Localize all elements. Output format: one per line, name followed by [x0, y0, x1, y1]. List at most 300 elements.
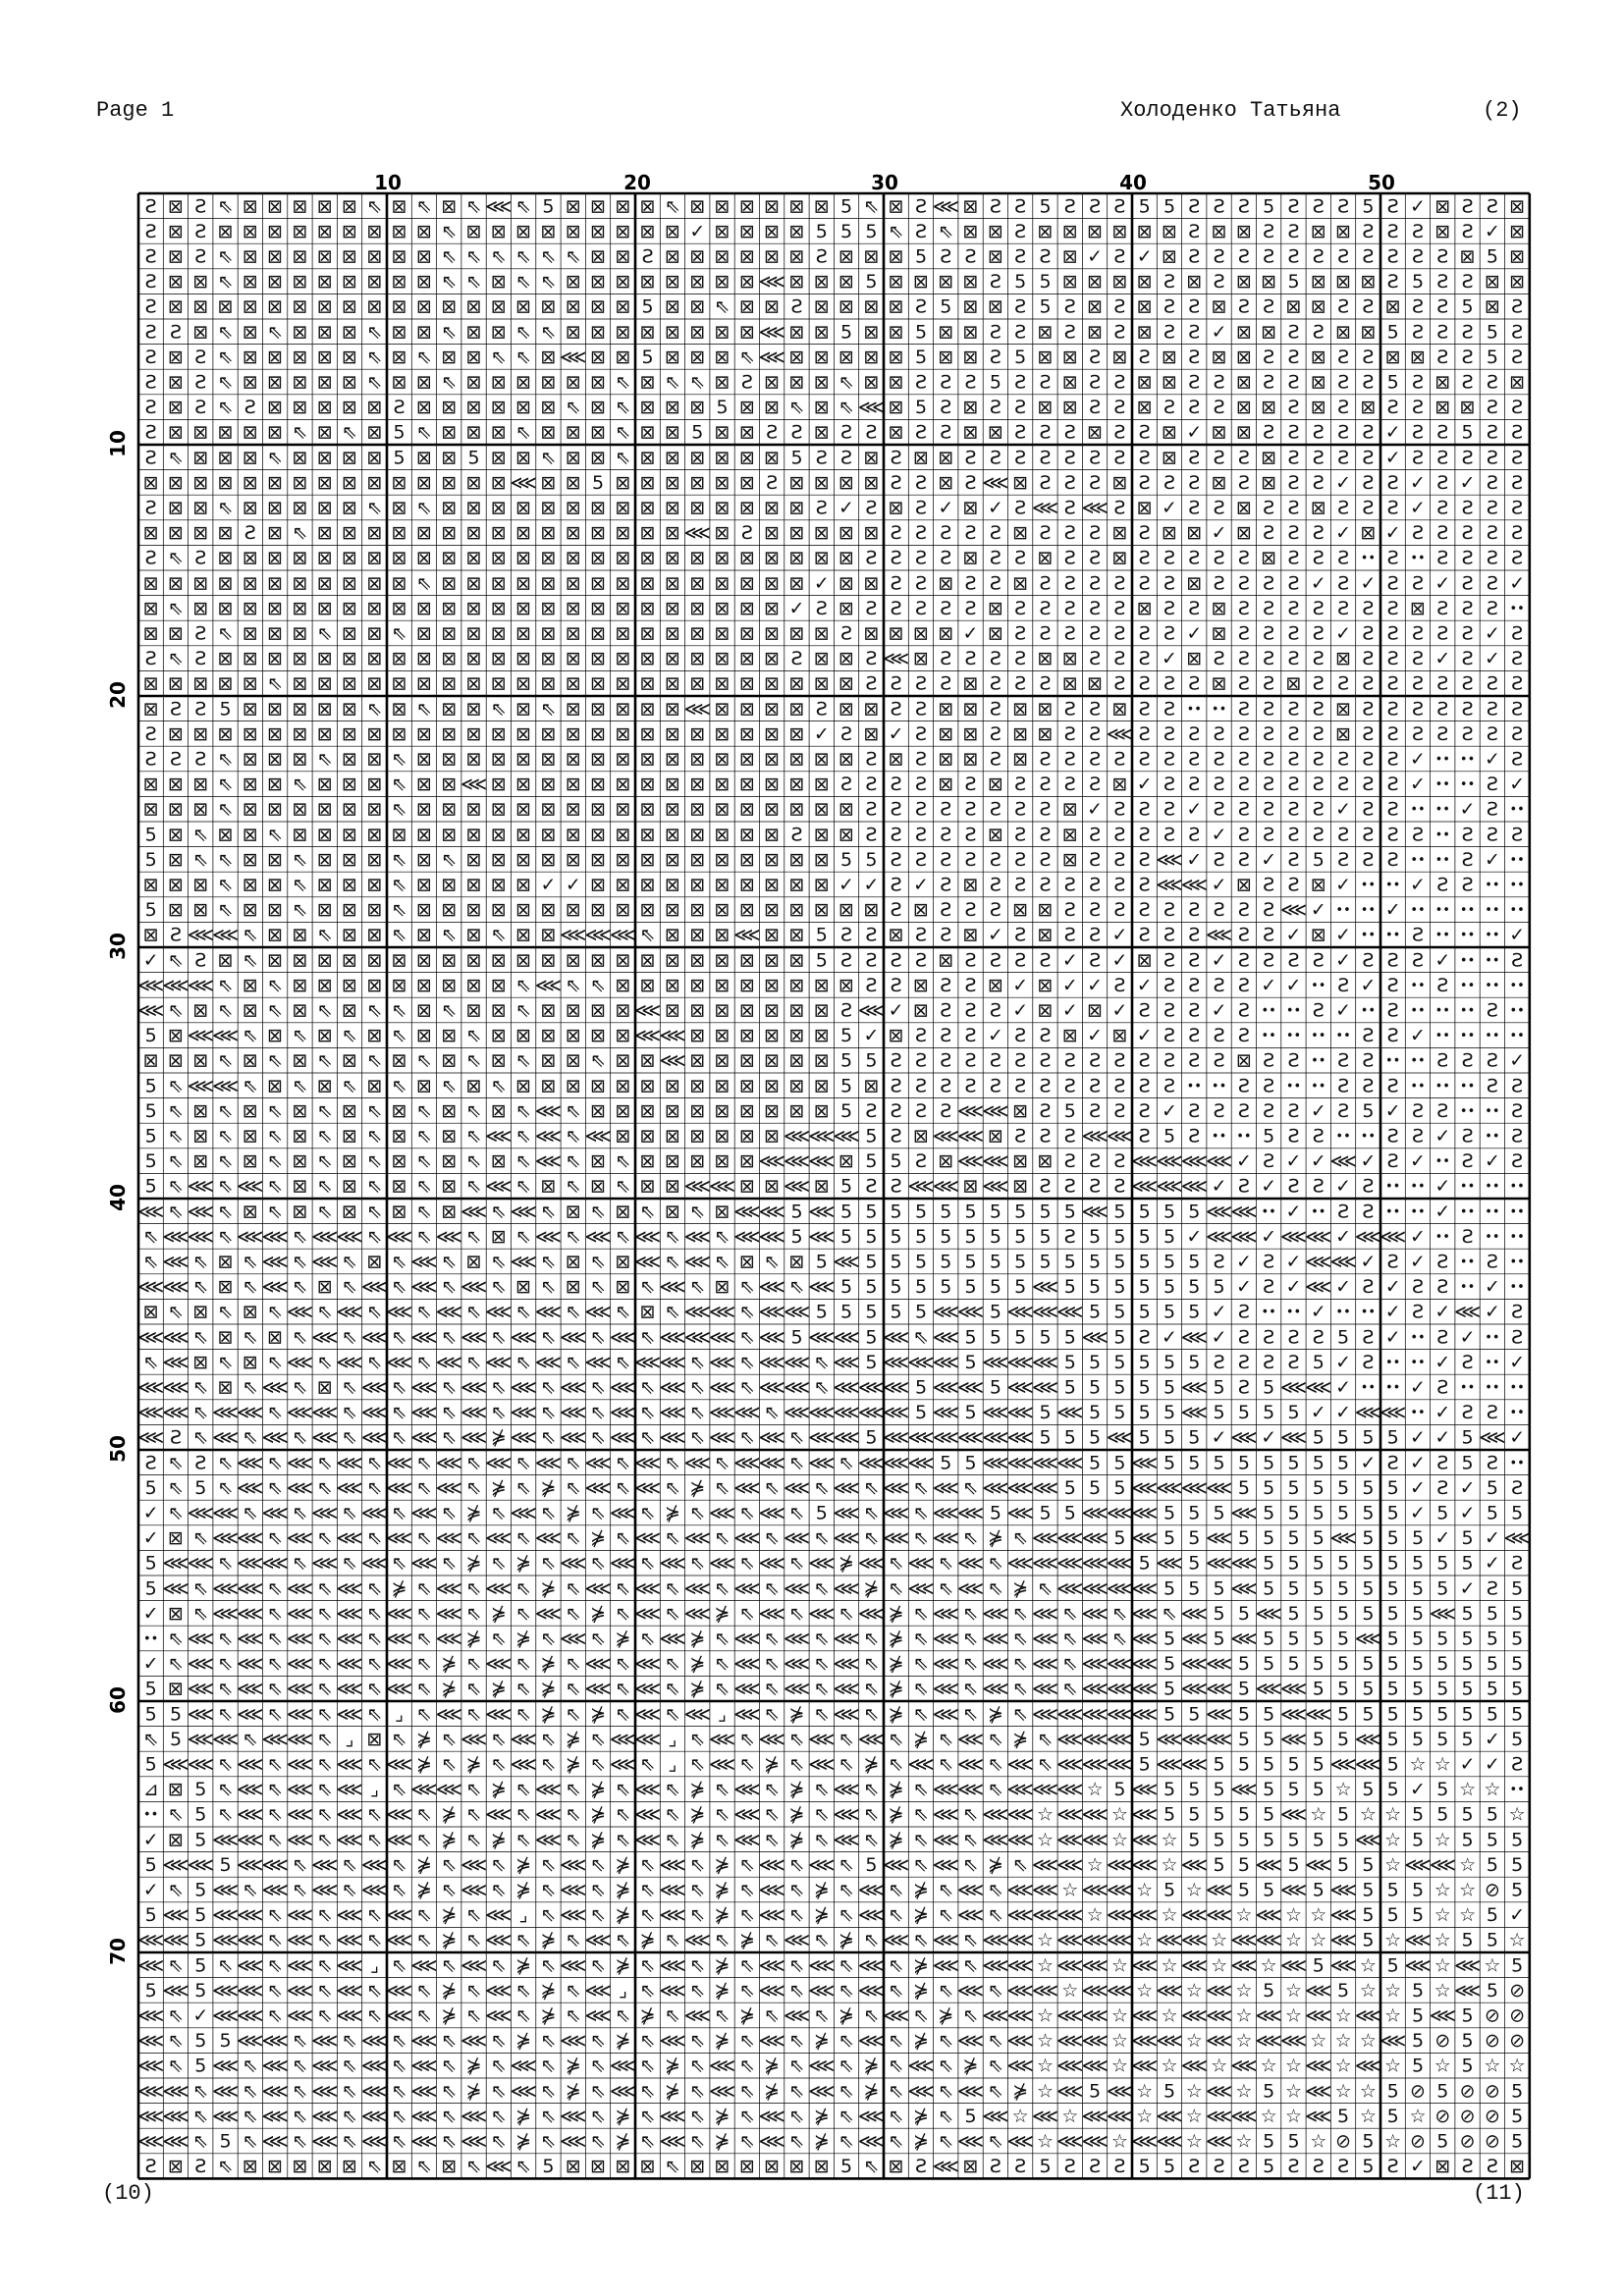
stitch-symbol: ⋘	[857, 2130, 885, 2153]
stitch-symbol: ⊠	[316, 447, 333, 469]
stitch-symbol: 5	[1014, 1201, 1027, 1223]
stitch-symbol: ⊠	[639, 949, 656, 972]
stitch-symbol: Ƨ	[1163, 974, 1176, 996]
stitch-symbol: Ƨ	[914, 1025, 928, 1047]
stitch-symbol: ⊠	[465, 220, 482, 242]
stitch-symbol: ⋡	[788, 1703, 805, 1726]
stitch-symbol: Ƨ	[1237, 195, 1250, 218]
stitch-symbol: ⋡	[714, 2105, 730, 2127]
stitch-symbol: Ƨ	[1163, 1075, 1176, 1097]
stitch-symbol: ⊠	[316, 874, 333, 896]
stitch-symbol: ⇖	[987, 1779, 1003, 1801]
stitch-symbol: ⋘	[212, 1402, 240, 1424]
stitch-symbol: Ƨ	[1287, 346, 1300, 368]
stitch-symbol: ⇖	[242, 1426, 258, 1449]
stitch-symbol: 5	[144, 1099, 157, 1122]
stitch-symbol: ⋘	[1056, 1954, 1084, 1977]
stitch-symbol: 5	[1263, 1703, 1275, 1726]
stitch-symbol: 5	[1386, 2105, 1399, 2127]
stitch-symbol: Ƨ	[1263, 672, 1275, 695]
stitch-symbol: ⊠	[515, 1276, 532, 1299]
stitch-symbol: ⊠	[316, 597, 333, 619]
stitch-symbol: Ƨ	[1237, 798, 1250, 821]
stitch-symbol: ⇖	[714, 1577, 730, 1600]
stitch-symbol: ☆	[1110, 2055, 1128, 2077]
stitch-symbol: ✓	[1211, 1175, 1227, 1198]
stitch-symbol: ⋘	[261, 1879, 289, 1901]
stitch-symbol: Ƨ	[1337, 572, 1350, 595]
stitch-symbol: ⋘	[1031, 1879, 1059, 1901]
stitch-symbol: Ƨ	[989, 522, 1001, 545]
stitch-symbol: ⊠	[192, 295, 209, 318]
stitch-symbol: 5	[1113, 1527, 1126, 1550]
stitch-symbol: ⊠	[764, 245, 781, 268]
stitch-symbol: 5	[1511, 1954, 1524, 1977]
stitch-symbol: ⇖	[540, 1376, 557, 1399]
stitch-symbol: ⇖	[192, 1251, 209, 1273]
stitch-symbol: 5	[1039, 2156, 1052, 2178]
stitch-symbol: ⇖	[839, 2080, 854, 2103]
stitch-symbol: ⋘	[982, 1602, 1009, 1625]
stitch-symbol: ✓	[1410, 1025, 1426, 1047]
stitch-symbol: Ƨ	[1014, 421, 1027, 444]
stitch-symbol: 5	[989, 1201, 1001, 1223]
stitch-symbol: ⋘	[1230, 1929, 1258, 1951]
stitch-symbol: ✓	[1186, 848, 1203, 871]
stitch-symbol: ⊠	[267, 748, 284, 771]
stitch-symbol: ⋘	[1031, 1376, 1059, 1399]
stitch-symbol: Ƨ	[1287, 195, 1300, 218]
stitch-symbol: ••	[1485, 978, 1500, 993]
stitch-symbol: ⇖	[391, 748, 407, 771]
stitch-symbol: ✓	[888, 722, 904, 745]
stitch-symbol: ⋘	[1255, 2004, 1282, 2027]
stitch-symbol: Ƨ	[1237, 471, 1250, 494]
stitch-symbol: ⊠	[168, 874, 184, 896]
stitch-symbol: 5	[1263, 1577, 1275, 1600]
stitch-symbol: ⇖	[590, 2130, 607, 2153]
stitch-symbol: ⇖	[441, 1954, 458, 1977]
stitch-symbol: ⊠	[415, 722, 432, 745]
stitch-symbol: Ƨ	[1362, 1175, 1375, 1198]
stitch-symbol: 5	[964, 1452, 977, 1474]
stitch-symbol: ⋘	[808, 1853, 836, 1876]
stitch-symbol: Ƨ	[1063, 722, 1076, 745]
stitch-symbol: ⋘	[1180, 1853, 1208, 1876]
stitch-symbol: Ƨ	[1163, 774, 1176, 796]
stitch-symbol: ⋘	[485, 1452, 513, 1474]
stitch-symbol: ⇖	[1012, 1853, 1029, 1876]
stitch-symbol: Ƨ	[1511, 346, 1524, 368]
stitch-symbol: 5	[1461, 2055, 1474, 2077]
stitch-symbol: ⊠	[962, 220, 979, 242]
stitch-symbol: ☆	[1459, 1904, 1477, 1927]
stitch-symbol: Ƨ	[1461, 547, 1474, 569]
stitch-symbol: ⊠	[738, 2156, 755, 2178]
stitch-symbol: ⇖	[192, 1326, 209, 1349]
stitch-symbol: ⊠	[217, 220, 234, 242]
stitch-symbol: Ƨ	[1063, 1049, 1076, 1072]
stitch-symbol: ⊠	[292, 295, 308, 318]
stitch-symbol: Ƨ	[1237, 899, 1250, 922]
stitch-symbol: 5	[144, 824, 157, 846]
stitch-symbol: ⋡	[615, 2105, 631, 2127]
stitch-symbol: Ƨ	[1237, 848, 1250, 871]
stitch-symbol: 5	[467, 447, 480, 469]
stitch-symbol: ⊠	[242, 1301, 258, 1323]
stitch-symbol: Ƨ	[1138, 824, 1151, 846]
stitch-symbol: ⋘	[1180, 1476, 1208, 1499]
stitch-symbol: ⊠	[689, 798, 706, 821]
stitch-symbol: ⇖	[540, 245, 557, 268]
stitch-symbol: Ƨ	[1287, 2156, 1300, 2178]
stitch-symbol: ⋘	[733, 924, 761, 946]
stitch-symbol: ⋘	[1279, 1728, 1308, 1750]
stitch-symbol: ⊠	[292, 572, 308, 595]
stitch-symbol: 5	[1461, 1678, 1474, 1700]
stitch-symbol: ⇖	[142, 1728, 159, 1750]
stitch-symbol: ⋘	[783, 1301, 811, 1323]
stitch-symbol: ⋘	[683, 1175, 711, 1198]
stitch-symbol: ⋘	[336, 1577, 363, 1600]
stitch-symbol: ⋘	[311, 1552, 339, 1575]
stitch-symbol: ⋘	[1305, 2055, 1332, 2077]
stitch-symbol: ⇖	[217, 622, 234, 645]
stitch-symbol: Ƨ	[1312, 672, 1325, 695]
stitch-symbol: ⊠	[1235, 497, 1252, 519]
stitch-symbol: ⊠	[316, 824, 333, 846]
stitch-symbol: ⋘	[956, 1728, 985, 1750]
stitch-symbol: ⊠	[342, 1150, 357, 1173]
stitch-symbol: ⋘	[1329, 1904, 1357, 1927]
stitch-symbol: ☆	[1284, 2055, 1303, 2077]
stitch-symbol: ✓	[1459, 1753, 1476, 1776]
stitch-symbol: ⇖	[639, 1326, 656, 1349]
stitch-symbol: ⋡	[465, 1753, 482, 1776]
stitch-symbol: ⇖	[888, 1904, 904, 1927]
stitch-symbol: ⇖	[415, 1829, 432, 1851]
stitch-symbol: ••	[1434, 1029, 1450, 1044]
stitch-symbol: ⊠	[267, 471, 284, 494]
stitch-symbol: Ƨ	[1411, 421, 1425, 444]
stitch-symbol: Ƨ	[1486, 421, 1498, 444]
stitch-symbol: ⊠	[242, 774, 258, 796]
stitch-symbol: ⇖	[366, 1653, 383, 1676]
stitch-symbol: ✓	[1410, 2156, 1426, 2178]
stitch-symbol: ⋘	[336, 1225, 363, 1248]
row-number-10: 10	[106, 430, 130, 457]
stitch-symbol: ⋘	[237, 1853, 264, 1876]
stitch-symbol: ⋘	[1206, 2130, 1233, 2153]
stitch-symbol: Ƨ	[1113, 824, 1126, 846]
stitch-symbol: ⊠	[366, 748, 383, 771]
stitch-symbol: ⋘	[584, 924, 612, 946]
stitch-symbol: Ƨ	[839, 949, 853, 972]
stitch-symbol: ⊠	[242, 698, 258, 721]
stitch-symbol: Ƨ	[1511, 447, 1524, 469]
stitch-symbol: ⋡	[441, 1653, 458, 1676]
stitch-symbol: ⊠	[788, 497, 805, 519]
stitch-symbol: ⊠	[565, 471, 581, 494]
stitch-symbol: ⊠	[316, 1376, 333, 1399]
stitch-symbol: ⋡	[788, 1803, 805, 1826]
stitch-symbol: Ƨ	[964, 597, 977, 619]
stitch-symbol: ⋘	[1081, 2055, 1109, 2077]
stitch-symbol: ⊠	[316, 295, 333, 318]
stitch-symbol: ⊠	[590, 748, 607, 771]
stitch-symbol: ⊠	[565, 798, 581, 821]
stitch-symbol: ⇖	[490, 1552, 507, 1575]
stitch-symbol: ⊠	[292, 220, 308, 242]
stitch-symbol: ⊠	[292, 924, 308, 946]
stitch-symbol: ⇖	[391, 1025, 407, 1047]
stitch-symbol: ⇖	[839, 2105, 854, 2127]
stitch-symbol: ⇖	[316, 1527, 333, 1550]
stitch-symbol: ⋘	[833, 1125, 860, 1148]
stitch-symbol: ⋘	[634, 1728, 662, 1750]
stitch-symbol: ☆	[1185, 2105, 1203, 2127]
stitch-symbol: ⊠	[242, 547, 258, 569]
stitch-symbol: 5	[1138, 1552, 1151, 1575]
stitch-symbol: 5	[1263, 1829, 1275, 1851]
stitch-symbol: ⊠	[863, 899, 880, 922]
stitch-symbol: ⊠	[1012, 1150, 1029, 1173]
stitch-symbol: ⊠	[490, 447, 507, 469]
stitch-symbol: Ƨ	[1113, 195, 1126, 218]
stitch-symbol: ⊠	[590, 622, 607, 645]
stitch-symbol: ⋘	[1380, 1225, 1407, 1248]
stitch-symbol: Ƨ	[964, 974, 977, 996]
stitch-symbol: ⇖	[813, 1476, 830, 1499]
stitch-symbol: ⇖	[689, 2130, 706, 2153]
stitch-symbol: 5	[865, 271, 878, 294]
stitch-symbol: ⋘	[857, 2105, 885, 2127]
stitch-symbol: ••	[143, 1631, 159, 1647]
stitch-symbol: Ƨ	[641, 245, 654, 268]
stitch-symbol: ⇖	[888, 1879, 904, 1901]
stitch-symbol: ⋘	[336, 1779, 363, 1801]
stitch-symbol: ⊠	[415, 245, 432, 268]
stitch-symbol: Ƨ	[1188, 346, 1201, 368]
stitch-symbol: ⇖	[913, 1653, 929, 1676]
stitch-symbol: 5	[169, 1703, 183, 1726]
stitch-symbol: ⇖	[465, 1979, 482, 2002]
stitch-symbol: ✓	[1459, 1502, 1476, 1524]
stitch-symbol: ⇖	[738, 1954, 755, 1977]
stitch-symbol: ⊠	[465, 974, 482, 996]
stitch-symbol: ⇖	[316, 1979, 333, 2002]
stitch-symbol: ⇖	[366, 1678, 383, 1700]
stitch-symbol: ••	[1485, 1330, 1500, 1346]
stitch-symbol: ⊠	[415, 874, 432, 896]
stitch-symbol: ⋘	[883, 1929, 910, 1951]
stitch-symbol: Ƨ	[1411, 321, 1425, 344]
stitch-symbol: ⋡	[565, 1728, 581, 1750]
stitch-symbol: ⋘	[1031, 1628, 1059, 1650]
stitch-symbol: ⊠	[863, 471, 880, 494]
stitch-symbol: 5	[1436, 1628, 1449, 1650]
stitch-symbol: ••	[1485, 953, 1500, 969]
stitch-symbol: ⋘	[708, 1502, 736, 1524]
stitch-symbol: 5	[1337, 1678, 1350, 1700]
stitch-symbol: ⇖	[366, 1452, 383, 1474]
stitch-symbol: ✓	[1410, 1376, 1426, 1399]
stitch-symbol: ☆	[1136, 2080, 1154, 2103]
stitch-symbol: 5	[1511, 1829, 1524, 1851]
stitch-symbol: ⋘	[783, 1476, 811, 1499]
stitch-symbol: Ƨ	[1362, 497, 1375, 519]
stitch-symbol: ⊠	[665, 622, 680, 645]
stitch-symbol: ⊠	[565, 371, 581, 394]
stitch-symbol: ⊠	[267, 1326, 284, 1349]
stitch-symbol: ⊠	[639, 648, 656, 670]
stitch-symbol: Ƨ	[1312, 447, 1325, 469]
stitch-symbol: 5	[839, 321, 853, 344]
stitch-symbol: ••	[1410, 1003, 1426, 1019]
stitch-symbol: ⋘	[1180, 1150, 1208, 1173]
stitch-symbol: ⊠	[142, 798, 159, 821]
stitch-symbol: ⊠	[764, 899, 781, 922]
stitch-symbol: ⊠	[615, 1276, 631, 1299]
stitch-symbol: ⋘	[460, 1276, 488, 1299]
stitch-symbol: ⇖	[267, 1351, 284, 1373]
stitch-symbol: ⇖	[366, 1904, 383, 1927]
stitch-symbol: ⇖	[242, 924, 258, 946]
stitch-symbol: ⇖	[217, 1628, 234, 1650]
stitch-symbol: ⋘	[1081, 1929, 1109, 1951]
stitch-symbol: ⊠	[839, 597, 854, 619]
stitch-symbol: Ƨ	[1263, 1150, 1275, 1173]
stitch-symbol: ⋡	[665, 2055, 680, 2077]
stitch-symbol: ⋘	[956, 2080, 985, 2103]
stitch-symbol: ••	[1509, 1280, 1525, 1296]
stitch-symbol: Ƨ	[1287, 471, 1300, 494]
stitch-symbol: ⊠	[839, 522, 854, 545]
stitch-symbol: ✓	[1484, 220, 1500, 242]
stitch-symbol: ✓	[1335, 1276, 1352, 1299]
stitch-symbol: Ƨ	[1486, 547, 1498, 569]
stitch-symbol: 5	[1386, 1426, 1399, 1449]
stitch-symbol: Ƨ	[1362, 1276, 1375, 1299]
stitch-symbol: ⊠	[515, 295, 532, 318]
stitch-symbol: 5	[144, 1025, 157, 1047]
stitch-symbol: ⇖	[813, 1577, 830, 1600]
stitch-symbol: ⋘	[1131, 1476, 1159, 1499]
stitch-symbol: ⇖	[987, 2080, 1003, 2103]
stitch-symbol: ⇖	[366, 1577, 383, 1600]
stitch-symbol: Ƨ	[1312, 722, 1325, 745]
stitch-symbol: Ƨ	[1163, 471, 1176, 494]
stitch-symbol: ⊠	[316, 899, 333, 922]
stitch-symbol: ⊠	[615, 1251, 631, 1273]
stitch-symbol: Ƨ	[1362, 672, 1375, 695]
stitch-symbol: ⇖	[639, 1502, 656, 1524]
stitch-symbol: ⊠	[839, 245, 854, 268]
stitch-symbol: 5	[1188, 1779, 1201, 1801]
stitch-symbol: Ƨ	[1014, 371, 1027, 394]
stitch-symbol: ⊠	[788, 722, 805, 745]
stitch-symbol: 5	[865, 848, 878, 871]
stitch-symbol: ⇖	[540, 1628, 557, 1650]
stitch-symbol: ⋘	[833, 1779, 860, 1801]
stitch-symbol: ⇖	[242, 2105, 258, 2127]
stitch-symbol: ⇖	[366, 1979, 383, 2002]
stitch-symbol: ⋘	[659, 1552, 686, 1575]
stitch-symbol: ⊠	[292, 622, 308, 645]
stitch-symbol: ⇖	[689, 1728, 706, 1750]
stitch-symbol: ⇖	[267, 447, 284, 469]
stitch-symbol: 5	[1312, 1452, 1325, 1474]
stitch-symbol: Ƨ	[989, 999, 1001, 1022]
stitch-symbol: ⊠	[590, 1150, 607, 1173]
stitch-symbol: ⇖	[615, 447, 631, 469]
stitch-symbol: ⋘	[883, 1351, 910, 1373]
stitch-symbol: 5	[865, 1326, 878, 1349]
stitch-symbol: ⇖	[665, 1251, 680, 1273]
stitch-symbol: ⋘	[833, 1527, 860, 1550]
stitch-symbol: ⊠	[415, 622, 432, 645]
stitch-symbol: Ƨ	[1213, 774, 1225, 796]
stitch-symbol: ☆	[1284, 2105, 1303, 2127]
stitch-symbol: ••	[1509, 1406, 1525, 1421]
stitch-symbol: ⊠	[764, 722, 781, 745]
stitch-symbol: Ƨ	[1486, 1577, 1498, 1600]
stitch-symbol: 5	[1312, 1829, 1325, 1851]
stitch-symbol: ⋘	[1006, 2004, 1034, 2027]
stitch-symbol: ⋡	[714, 1853, 730, 1876]
stitch-symbol: Ƨ	[1511, 547, 1524, 569]
stitch-symbol: ⊠	[540, 774, 557, 796]
stitch-symbol: ⋘	[1006, 1879, 1034, 1901]
stitch-symbol: ⋘	[1006, 1426, 1034, 1449]
stitch-symbol: Ƨ	[1337, 1201, 1350, 1223]
stitch-symbol: ⋘	[609, 1376, 636, 1399]
stitch-symbol: ⋘	[733, 1803, 761, 1826]
stitch-symbol: ⇖	[913, 1502, 929, 1524]
stitch-symbol: ⊠	[764, 949, 781, 972]
stitch-symbol: ⊠	[342, 899, 357, 922]
stitch-symbol: ⊠	[415, 949, 432, 972]
stitch-symbol: 5	[1113, 1351, 1126, 1373]
stitch-symbol: ⋘	[435, 1628, 462, 1650]
row-number-20: 20	[106, 681, 130, 709]
stitch-symbol: Ƨ	[1188, 1049, 1201, 1072]
stitch-symbol: ⋘	[386, 1628, 413, 1650]
stitch-symbol: Ƨ	[1461, 722, 1474, 745]
stitch-symbol: ⋡	[813, 2130, 830, 2153]
stitch-symbol: Ƨ	[1436, 245, 1449, 268]
stitch-symbol: ⇖	[415, 1904, 432, 1927]
stitch-symbol: Ƨ	[1014, 949, 1027, 972]
stitch-symbol: Ƨ	[1014, 321, 1027, 344]
stitch-symbol: ⇖	[515, 271, 532, 294]
stitch-symbol: ⋘	[162, 1853, 189, 1876]
stitch-symbol: Ƨ	[144, 421, 157, 444]
stitch-symbol: Ƨ	[1014, 497, 1027, 519]
stitch-symbol: Ƨ	[1511, 824, 1524, 846]
stitch-symbol: Ƨ	[1436, 321, 1449, 344]
stitch-symbol: ⊠	[738, 471, 755, 494]
stitch-symbol: 5	[1461, 2004, 1474, 2027]
stitch-symbol: ⇖	[788, 1954, 805, 1977]
stitch-symbol: ⊠	[665, 899, 680, 922]
stitch-symbol: ✓	[1434, 1351, 1451, 1373]
stitch-symbol: ⇖	[415, 1803, 432, 1826]
stitch-symbol: Ƨ	[989, 648, 1001, 670]
stitch-symbol: Ƨ	[1461, 597, 1474, 619]
stitch-symbol: 5	[1362, 1853, 1375, 1876]
stitch-symbol: ⊠	[267, 195, 284, 218]
